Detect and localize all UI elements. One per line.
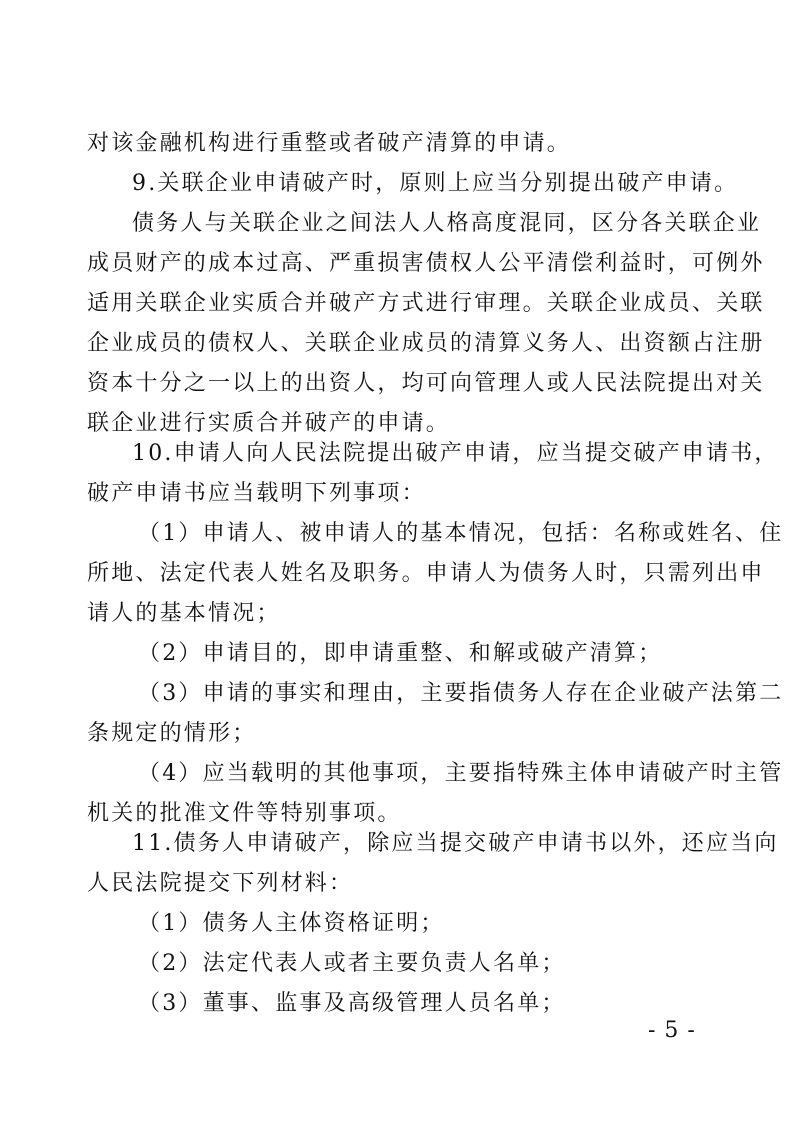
- text-line-13: 请人的基本情况；: [87, 601, 281, 626]
- text-line-22: （2）法定代表人或者主要负责人名单；: [138, 951, 566, 976]
- text-line-21: （1）债务人主体资格证明；: [138, 911, 445, 936]
- text-line-4: 成员财产的成本过高、严重损害债权人公平清偿利益时，可例外: [87, 251, 765, 276]
- text-line-3: 债务人与关联企业之间法人人格高度混同，区分各关联企业: [132, 211, 762, 236]
- text-line-17: （4）应当载明的其他事项，主要指特殊主体申请破产时主管: [138, 761, 784, 786]
- text-line-19: 11.债务人申请破产，除应当提交破产申请书以外，还应当向: [132, 831, 779, 856]
- text-line-15: （3）申请的事实和理由，主要指债务人存在企业破产法第二: [138, 681, 784, 706]
- text-line-9: 10.申请人向人民法院提出破产申请，应当提交破产申请书，: [132, 441, 779, 466]
- text-line-12: 所地、法定代表人姓名及职务。申请人为债务人时，只需列出申: [87, 561, 765, 586]
- text-line-16: 条规定的情形；: [87, 721, 257, 746]
- text-line-11: （1）申请人、被申请人的基本情况，包括：名称或姓名、住: [138, 521, 784, 546]
- text-line-6: 企业成员的债权人、关联企业成员的清算义务人、出资额占注册: [87, 331, 765, 356]
- text-line-18: 机关的批准文件等特别事项。: [87, 801, 402, 826]
- text-line-10: 破产申请书应当载明下列事项：: [87, 481, 426, 506]
- page-number: - 5 -: [648, 1018, 696, 1043]
- text-line-2: 9.关联企业申请破产时，原则上应当分别提出破产申请。: [132, 171, 739, 196]
- text-line-20: 人民法院提交下列材料：: [87, 871, 354, 896]
- text-line-14: （2）申请目的，即申请重整、和解或破产清算；: [138, 641, 663, 666]
- text-line-7: 资本十分之一以上的出资人，均可向管理人或人民法院提出对关: [87, 371, 765, 396]
- text-line-23: （3）董事、监事及高级管理人员名单；: [138, 991, 566, 1016]
- text-line-8: 联企业进行实质合并破产的申请。: [87, 411, 451, 436]
- text-line-5: 适用关联企业实质合并破产方式进行审理。关联企业成员、关联: [87, 291, 765, 316]
- text-line-1: 对该金融机构进行重整或者破产清算的申请。: [87, 131, 572, 156]
